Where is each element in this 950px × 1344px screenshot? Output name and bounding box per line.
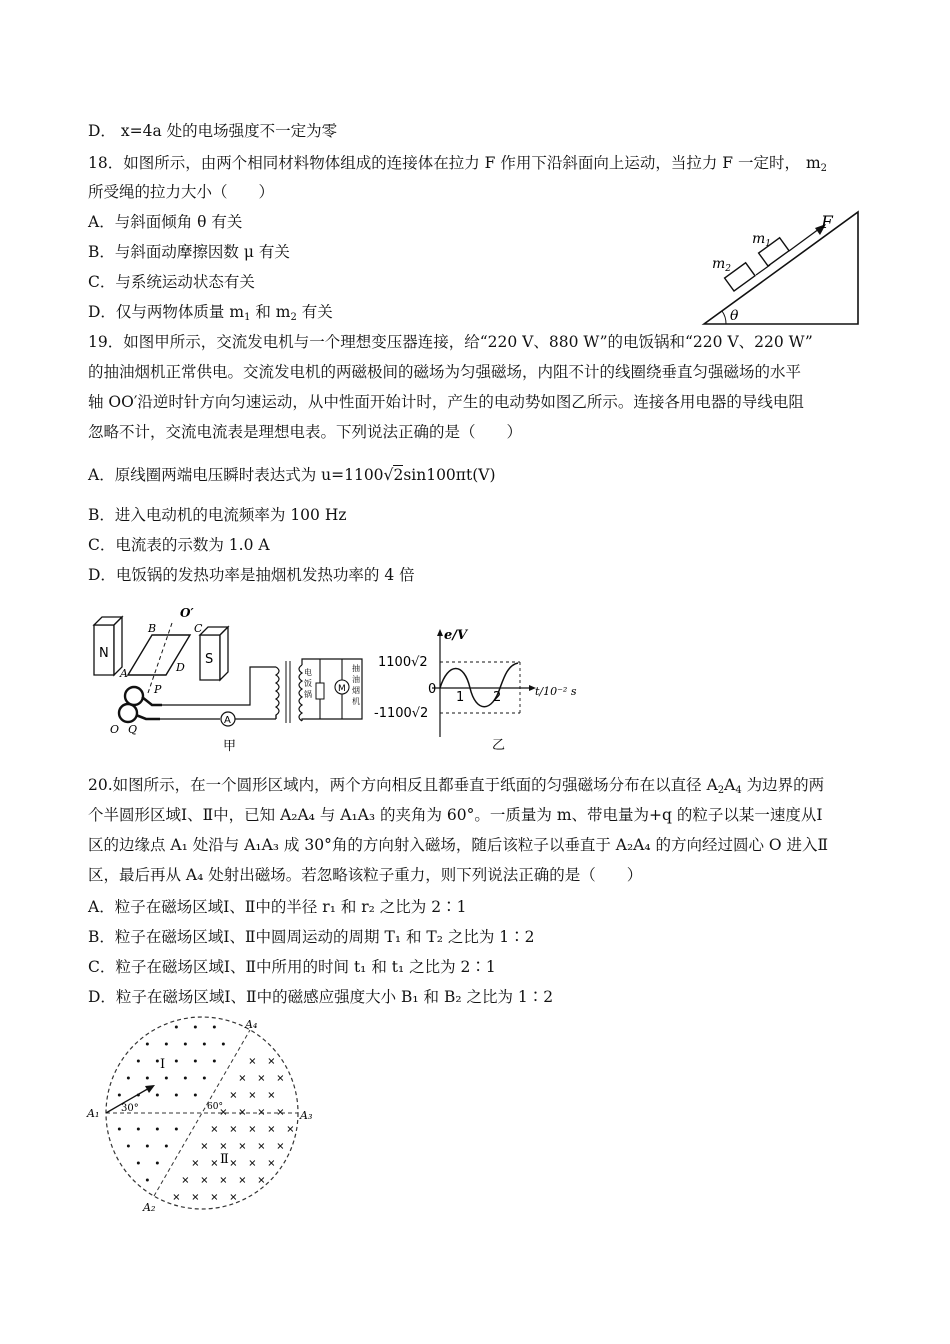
y-axis-arrow — [437, 629, 443, 636]
field-dot — [146, 1043, 149, 1046]
q19-option-b: B．进入电动机的电流频率为 100 Hz — [88, 506, 347, 524]
q20-option-c: C．粒子在磁场区域Ⅰ、Ⅱ中所用的时间 t₁ 和 t₁ 之比为 2∶1 — [88, 958, 496, 976]
field-dot — [184, 1077, 187, 1080]
field-cross — [269, 1093, 274, 1098]
field-cross — [240, 1178, 245, 1183]
cooker-label: 电 饭 锅 — [304, 668, 312, 699]
q19-figure-yi — [370, 625, 595, 755]
field-dot — [156, 1060, 159, 1063]
field-cross — [240, 1144, 245, 1149]
field-cross — [231, 1127, 236, 1132]
q18-stem-text: 18．如图所示，由两个相同材料物体组成的连接体在拉力 F 作用下沿斜面向上运动，当拉力 F 一定时， — [88, 154, 800, 172]
field-cross — [269, 1059, 274, 1064]
q19-opta-root: 2 — [393, 466, 404, 484]
q19-option-c: C．电流表的示数为 1.0 A — [88, 536, 270, 554]
field-dot — [137, 1094, 140, 1097]
q18-option-d — [88, 302, 333, 328]
field-dot — [213, 1060, 216, 1063]
a4-label: A₄ — [245, 1018, 258, 1031]
q20-option-b: B．粒子在磁场区域Ⅰ、Ⅱ中圆周运动的周期 T₁ 和 T₂ 之比为 1∶2 — [88, 928, 535, 946]
label-c: C — [194, 622, 203, 635]
q19-stem-line4: 忽略不计，交流电流表是理想电表。下列说法正确的是（ ） — [88, 423, 523, 441]
field-cross — [250, 1093, 255, 1098]
label-o: O — [110, 723, 120, 736]
field-cross — [212, 1195, 217, 1200]
field-cross — [183, 1178, 188, 1183]
q18-m2-sub: 2 — [820, 163, 828, 174]
field-dot — [156, 1094, 159, 1097]
q20-line1-s1: 2 — [717, 785, 725, 796]
q18-optd-sub2: 2 — [290, 312, 297, 323]
q20-line1-s2: 4 — [735, 785, 742, 796]
field-cross — [202, 1144, 207, 1149]
field-dot — [165, 1043, 168, 1046]
field-dot — [184, 1043, 187, 1046]
a1-label: A₁ — [87, 1107, 100, 1120]
field-cross — [278, 1110, 283, 1115]
theta-label: θ — [730, 308, 739, 324]
q18-optd-pre: D．仅与两物体质量 m — [88, 303, 245, 321]
y-axis-label: e/V — [444, 628, 468, 643]
q19-opta-pre: A．原线圈两端电压瞬时表达式为 u=1100 — [88, 466, 384, 484]
region2-crosses — [174, 1059, 293, 1200]
q19-stem-line3: 轴 OO′沿逆时针方向匀速运动，从中性面开始计时，产生的电动势如图乙所示。连接各用电器的导线电阻 — [88, 393, 804, 411]
label-p: P — [154, 683, 162, 696]
label-b: B — [148, 622, 157, 635]
field-cross — [202, 1178, 207, 1183]
q17-option-d: D． x=4a 处的电场强度不一定为零 — [88, 122, 338, 140]
caption-jia: 甲 — [223, 739, 237, 754]
field-dot — [194, 1094, 197, 1097]
field-dot — [213, 1026, 216, 1029]
y-bottom-label: -1100√2 — [374, 706, 429, 721]
field-dot — [118, 1094, 121, 1097]
y-top-label: 1100√2 — [378, 655, 428, 670]
q18-option-c: C．与系统运动状态有关 — [88, 273, 255, 291]
q19-figure-jia — [90, 605, 375, 755]
q20-option-d: D．粒子在磁场区域Ⅰ、Ⅱ中的磁感应强度大小 B₁ 和 B₂ 之比为 1∶2 — [88, 988, 554, 1006]
field-cross — [240, 1076, 245, 1081]
ammeter-label: A — [224, 715, 231, 726]
field-cross — [221, 1178, 226, 1183]
field-cross — [250, 1127, 255, 1132]
s-magnet — [200, 627, 228, 680]
field-cross — [269, 1161, 274, 1166]
field-dot — [137, 1060, 140, 1063]
q18-stem-line1 — [88, 153, 827, 179]
field-dot — [175, 1094, 178, 1097]
transformer — [276, 661, 302, 723]
field-cross — [240, 1110, 245, 1115]
field-dot — [146, 1145, 149, 1148]
q20-stem-line1 — [88, 775, 824, 801]
q20-line1-pre: 20.如图所示，在一个圆形区域内，两个方向相反且都垂直于纸面的匀强磁场分布在以直径 A — [88, 776, 718, 794]
q18-optd-post: 有关 — [296, 303, 333, 321]
caption-yi: 乙 — [492, 738, 506, 753]
m1-label: $m_1$ — [752, 231, 772, 249]
field-dot — [146, 1179, 149, 1182]
field-dot — [127, 1077, 130, 1080]
field-cross — [221, 1144, 226, 1149]
field-cross — [259, 1110, 264, 1115]
field-dot — [194, 1026, 197, 1029]
field-cross — [269, 1127, 274, 1132]
q20-stem-line2: 个半圆形区域Ⅰ、Ⅱ中，已知 A₂A₄ 与 A₁A₃ 的夹角为 60°。一质量为 m、带电量为+q 的粒子以某一速度从Ⅰ — [88, 806, 823, 824]
field-cross — [193, 1195, 198, 1200]
field-dot — [203, 1043, 206, 1046]
field-cross — [193, 1161, 198, 1166]
force-label: F — [821, 213, 833, 233]
field-cross — [278, 1144, 283, 1149]
field-dot — [165, 1145, 168, 1148]
q20-circle-figure — [85, 1015, 315, 1215]
theta-arc — [722, 311, 726, 324]
x-tick-1: 1 — [456, 690, 465, 705]
sqrt-sign: √ — [383, 466, 394, 484]
a3-label: A₃ — [300, 1109, 313, 1122]
field-dot — [175, 1128, 178, 1131]
n-magnet — [94, 617, 122, 675]
q18-stem-line2: 所受绳的拉力大小（ ） — [88, 183, 275, 201]
a2-label: A₂ — [143, 1201, 156, 1214]
field-dot — [222, 1043, 225, 1046]
field-dot — [146, 1077, 149, 1080]
q19-stem-line1: 19．如图甲所示，交流发电机与一个理想变压器连接，给“220 V、880 W”的电饭锅和“220 V、220 W” — [88, 333, 813, 351]
q19-option-a — [88, 465, 496, 485]
field-cross — [259, 1144, 264, 1149]
region1-label: Ⅰ — [160, 1057, 166, 1072]
svg-text:N: N — [99, 646, 109, 661]
field-dot — [156, 1128, 159, 1131]
svg-text:S: S — [205, 652, 214, 667]
emf-sine-wave — [440, 663, 518, 707]
origin-label: 0 — [428, 682, 437, 697]
field-dot — [194, 1060, 197, 1063]
label-a: A — [120, 667, 128, 680]
angle30-label: 30° — [121, 1103, 139, 1114]
field-dot — [175, 1026, 178, 1029]
q19-stem-line2: 的抽油烟机正常供电。交流发电机的两磁极间的磁场为匀强磁场，内阻不计的线圈绕垂直匀强磁场的水平 — [88, 363, 802, 381]
q18-option-b: B．与斜面动摩擦因数 μ 有关 — [88, 243, 290, 261]
field-dot — [175, 1060, 178, 1063]
field-cross — [288, 1127, 293, 1132]
field-cross — [212, 1127, 217, 1132]
cooker-resistor — [316, 683, 324, 699]
q18-option-a: A．与斜面倾角 θ 有关 — [88, 213, 243, 231]
q20-line1-post: 为边界的两 — [741, 776, 825, 794]
rope — [756, 265, 770, 275]
region2-label: Ⅱ — [220, 1152, 229, 1167]
field-dot — [156, 1162, 159, 1165]
field-dot — [137, 1162, 140, 1165]
field-cross — [231, 1161, 236, 1166]
q18-optd-mid: 和 m — [250, 303, 291, 321]
x-tick-2: 2 — [493, 690, 502, 705]
field-cross — [174, 1195, 179, 1200]
field-dot — [137, 1128, 140, 1131]
field-dot — [165, 1077, 168, 1080]
label-o-prime: O′ — [180, 606, 194, 620]
q18-m2-var: m — [805, 154, 821, 172]
q20-option-a: A．粒子在磁场区域Ⅰ、Ⅱ中的半径 r₁ 和 r₂ 之比为 2∶1 — [88, 898, 467, 916]
q18-incline-figure — [696, 208, 866, 328]
motor-label: M — [338, 684, 346, 694]
field-cross — [259, 1178, 264, 1183]
field-cross — [250, 1161, 255, 1166]
field-cross — [231, 1195, 236, 1200]
label-d: D — [176, 661, 185, 674]
angle60-label: 60° — [207, 1102, 223, 1112]
q20-stem-line4: 区，最后再从 A₄ 处射出磁场。若忽略该粒子重力，则下列说法正确的是（ ） — [88, 866, 643, 884]
q18-optd-sub1: 1 — [244, 312, 251, 323]
q20-stem-line3: 区的边缘点 A₁ 处沿与 A₁A₃ 成 30°角的方向射入磁场，随后该粒子以垂直于 A₂A₄ 的方向经过圆心 O 进入Ⅱ — [88, 836, 829, 854]
q19-option-d: D．电饭锅的发热功率是抽烟机发热功率的 4 倍 — [88, 566, 415, 584]
field-cross — [250, 1059, 255, 1064]
x-axis-label: t/10⁻² s — [535, 685, 577, 698]
field-dot — [203, 1077, 206, 1080]
q19-opta-post: sin100πt(V) — [403, 466, 496, 484]
hood-label: 抽 油 烟 机 — [352, 664, 360, 706]
field-cross — [259, 1076, 264, 1081]
field-dot — [127, 1145, 130, 1148]
field-cross — [278, 1076, 283, 1081]
field-cross — [212, 1161, 217, 1166]
q20-line1-mid: A — [724, 776, 736, 794]
m2-label: $m_2$ — [712, 256, 732, 274]
field-dot — [118, 1128, 121, 1131]
label-q: Q — [128, 723, 138, 736]
field-cross — [231, 1093, 236, 1098]
